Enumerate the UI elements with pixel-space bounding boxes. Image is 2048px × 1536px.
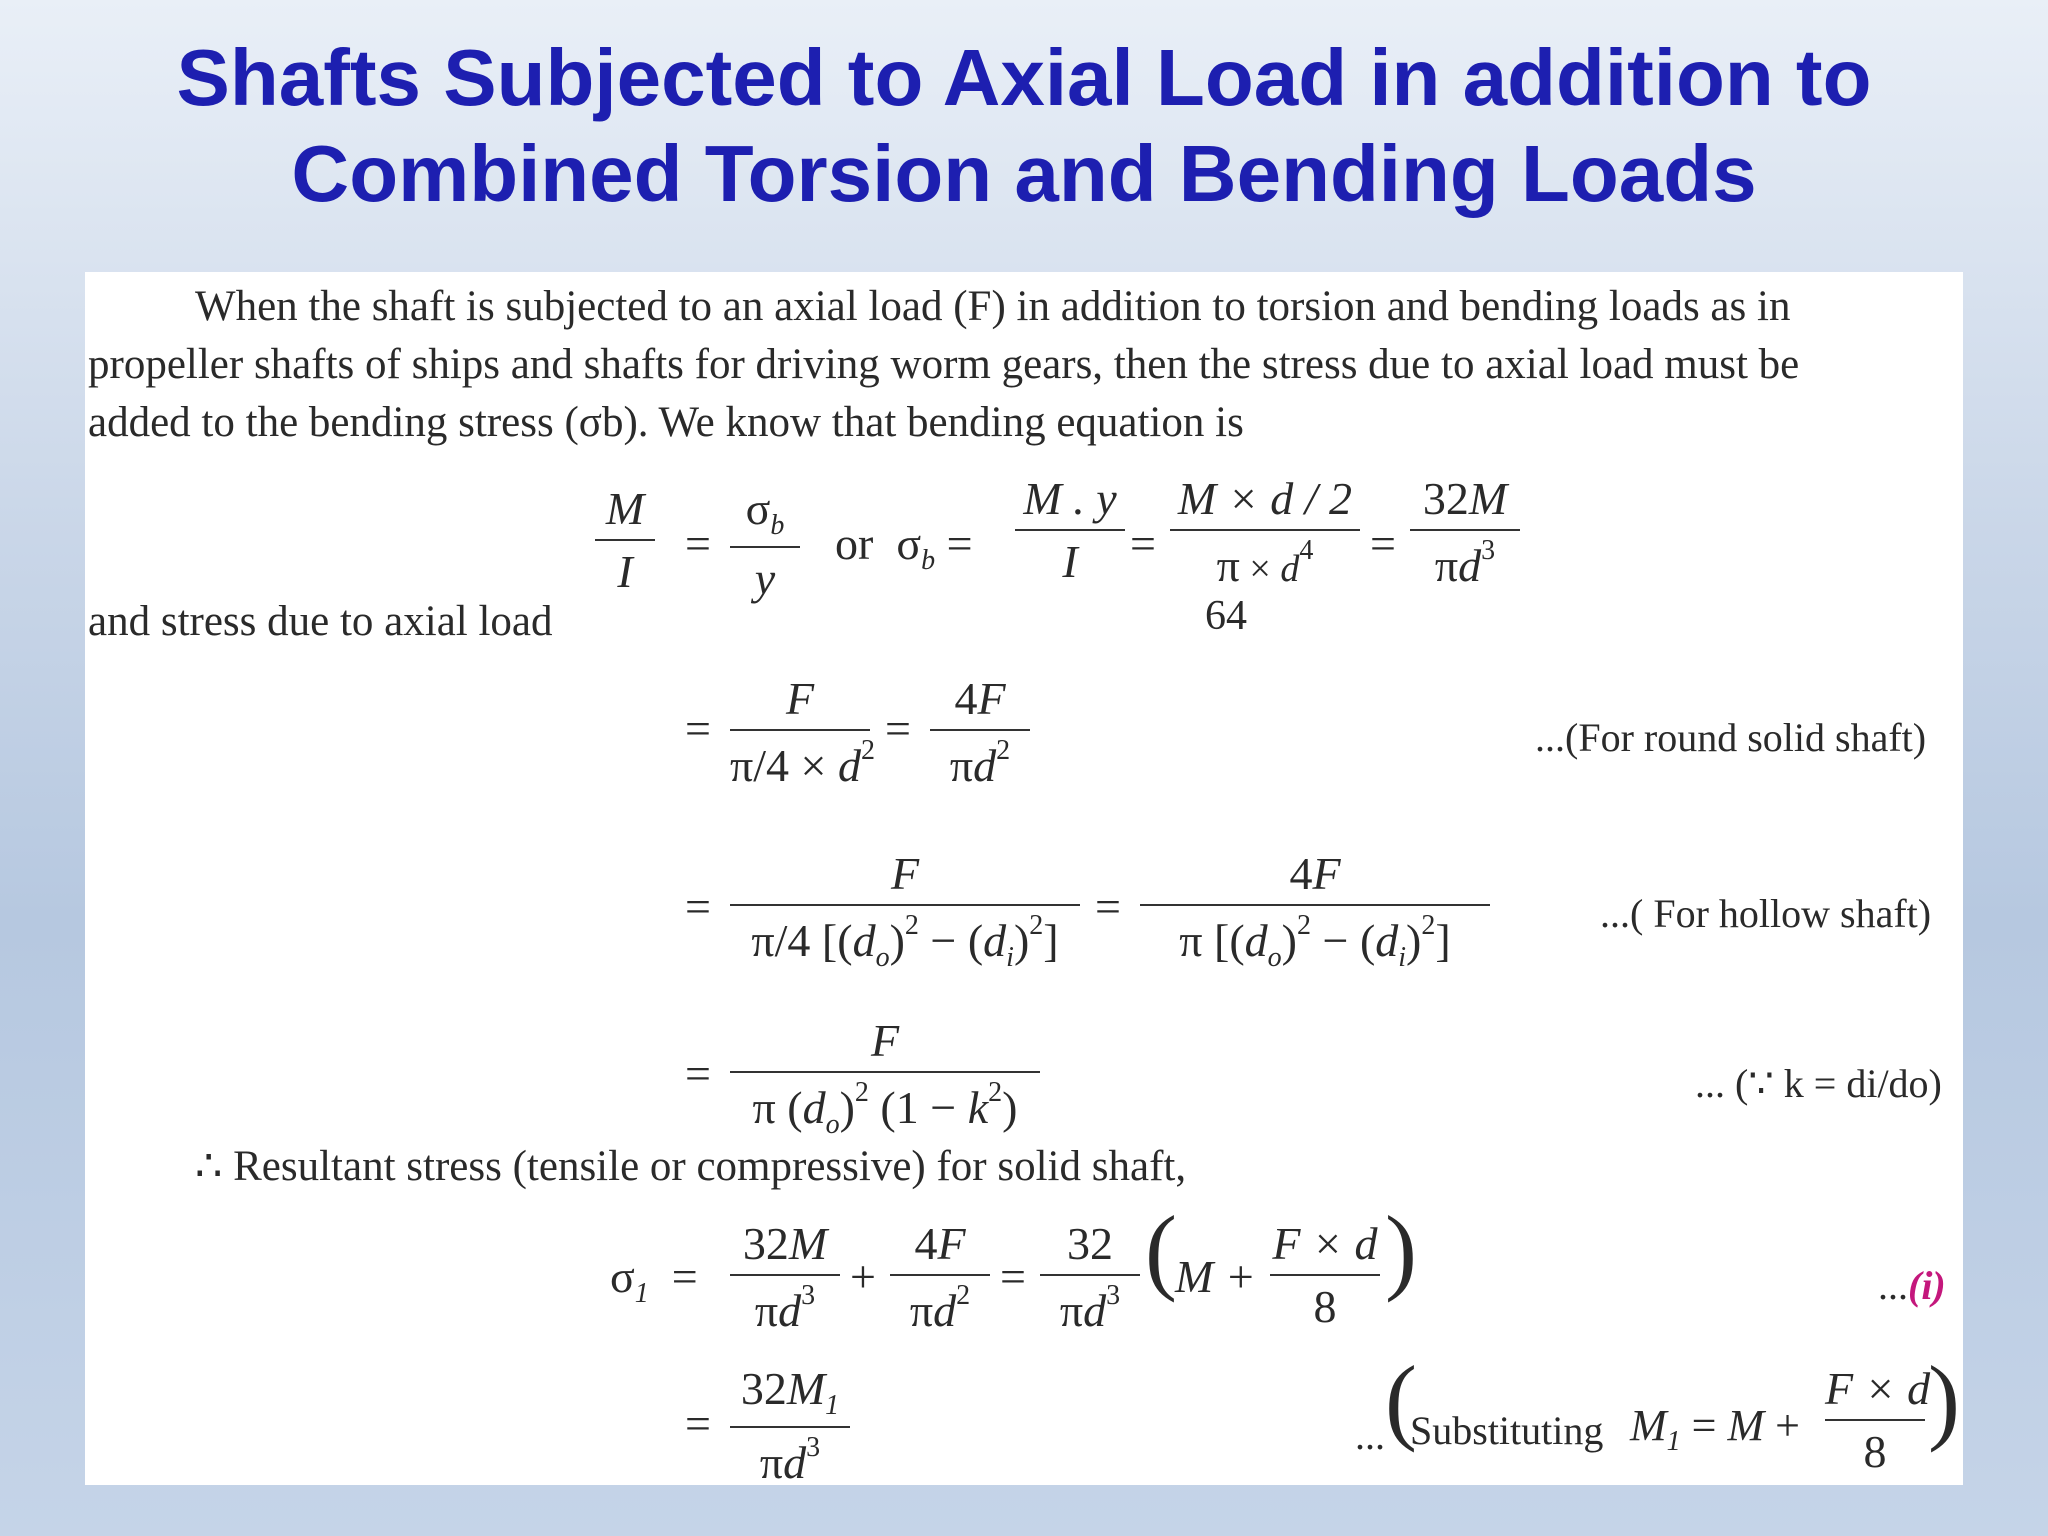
or-word: or $\sigma_b$ = xyxy=(835,518,973,576)
slide-title xyxy=(0,30,2048,222)
intro-line-1: When the shaft is subjected to an axial load (F) in addition to torsion and bending loads as in xyxy=(195,283,1791,330)
term-M1-equals: $M_1 = M$ + xyxy=(1630,1401,1800,1457)
fraction-Fd-over-8: F × d 8 xyxy=(1825,1363,1931,1477)
note-substituting: Substituting xyxy=(1410,1408,1604,1453)
equals-sign: = xyxy=(685,881,711,932)
equals-sign: = xyxy=(1000,1251,1026,1302)
equals-sign: = xyxy=(1095,881,1121,932)
fraction-4F-over-pid2: 4F $\pi d^2$ xyxy=(930,672,1030,792)
number-64: 64 xyxy=(1205,593,1247,639)
fraction-32-over-pid3: 32 $\pi d^3$ xyxy=(1040,1217,1140,1337)
title-line-1: Shafts Subjected to Axial Load in addition to xyxy=(176,33,1872,122)
left-paren: ( xyxy=(1145,1196,1177,1303)
equals-sign: = xyxy=(685,1048,711,1099)
fraction-F-over-hollow-area: F π/4 $[(d_o)^2 - (d_i)^2]$ xyxy=(730,847,1080,974)
equals-sign: = xyxy=(1130,518,1156,569)
fraction-Fd-over-8: F × d 8 xyxy=(1270,1217,1380,1333)
equation-label-i: ...(i) xyxy=(1878,1263,1946,1308)
fraction-32M-over-pid3: 32M $\pi d^3$ xyxy=(730,1217,840,1337)
term-M-plus: M + xyxy=(1175,1251,1256,1302)
right-paren: ) xyxy=(1928,1346,1960,1453)
sigma-1: $\sigma_1$ = xyxy=(610,1251,698,1309)
fraction-32M-over-pid3: 32M $\pi d^3$ xyxy=(1410,472,1520,592)
fraction-sigma-over-y: $\sigma_b$ y xyxy=(730,482,800,605)
fraction-M-over-I: M I xyxy=(595,482,655,598)
fraction-F-over-pi4d2: F $\pi/4 \times d^2$ xyxy=(730,673,875,791)
note-k-ratio: ... (∵ k = di/do) xyxy=(1695,1061,1942,1106)
equals-sign: = xyxy=(685,1398,711,1449)
title-line-2: Combined Torsion and Bending Loads xyxy=(291,129,1757,218)
intro-line-3: added to the bending stress (σb). We know that bending equation is xyxy=(88,399,1244,446)
left-paren: ( xyxy=(1385,1346,1417,1453)
plus-sign: + xyxy=(850,1251,876,1302)
fraction-4F-over-pid2: 4F $\pi d^2$ xyxy=(890,1217,990,1337)
resultant-stress-label: ∴ Resultant stress (tensile or compressive) for solid shaft, xyxy=(195,1143,1187,1190)
textbook-excerpt xyxy=(85,272,1963,1485)
equals-sign: = xyxy=(885,703,911,754)
equals-sign: = xyxy=(685,703,711,754)
fraction-32M1-over-pid3: $32M_1$ $\pi d^3$ xyxy=(730,1362,850,1485)
fraction-Md-over-pi64: M × d / 2 $\pi \times d^4$ xyxy=(1170,472,1360,592)
intro-line-2: propeller shafts of ships and shafts for driving worm gears, then the stress due to axial load must be xyxy=(88,341,1800,388)
note-solid-shaft: ...(For round solid shaft) xyxy=(1535,715,1927,760)
note-hollow-shaft: ...( For hollow shaft) xyxy=(1600,891,1932,936)
equals-sign: = xyxy=(685,518,711,569)
note-ellipsis: ... xyxy=(1355,1413,1385,1458)
fraction-F-over-k-form: F π $(d_o)^2$ $(1 - k^2)$ xyxy=(730,1014,1040,1141)
axial-load-label: and stress due to axial load xyxy=(88,598,553,645)
right-paren: ) xyxy=(1385,1196,1417,1303)
equals-sign: = xyxy=(1370,518,1396,569)
fraction-My-over-I: M . y I xyxy=(1015,472,1125,588)
fraction-4F-over-pi-hollow: 4F π $[(d_o)^2 - (d_i)^2]$ xyxy=(1140,847,1490,974)
